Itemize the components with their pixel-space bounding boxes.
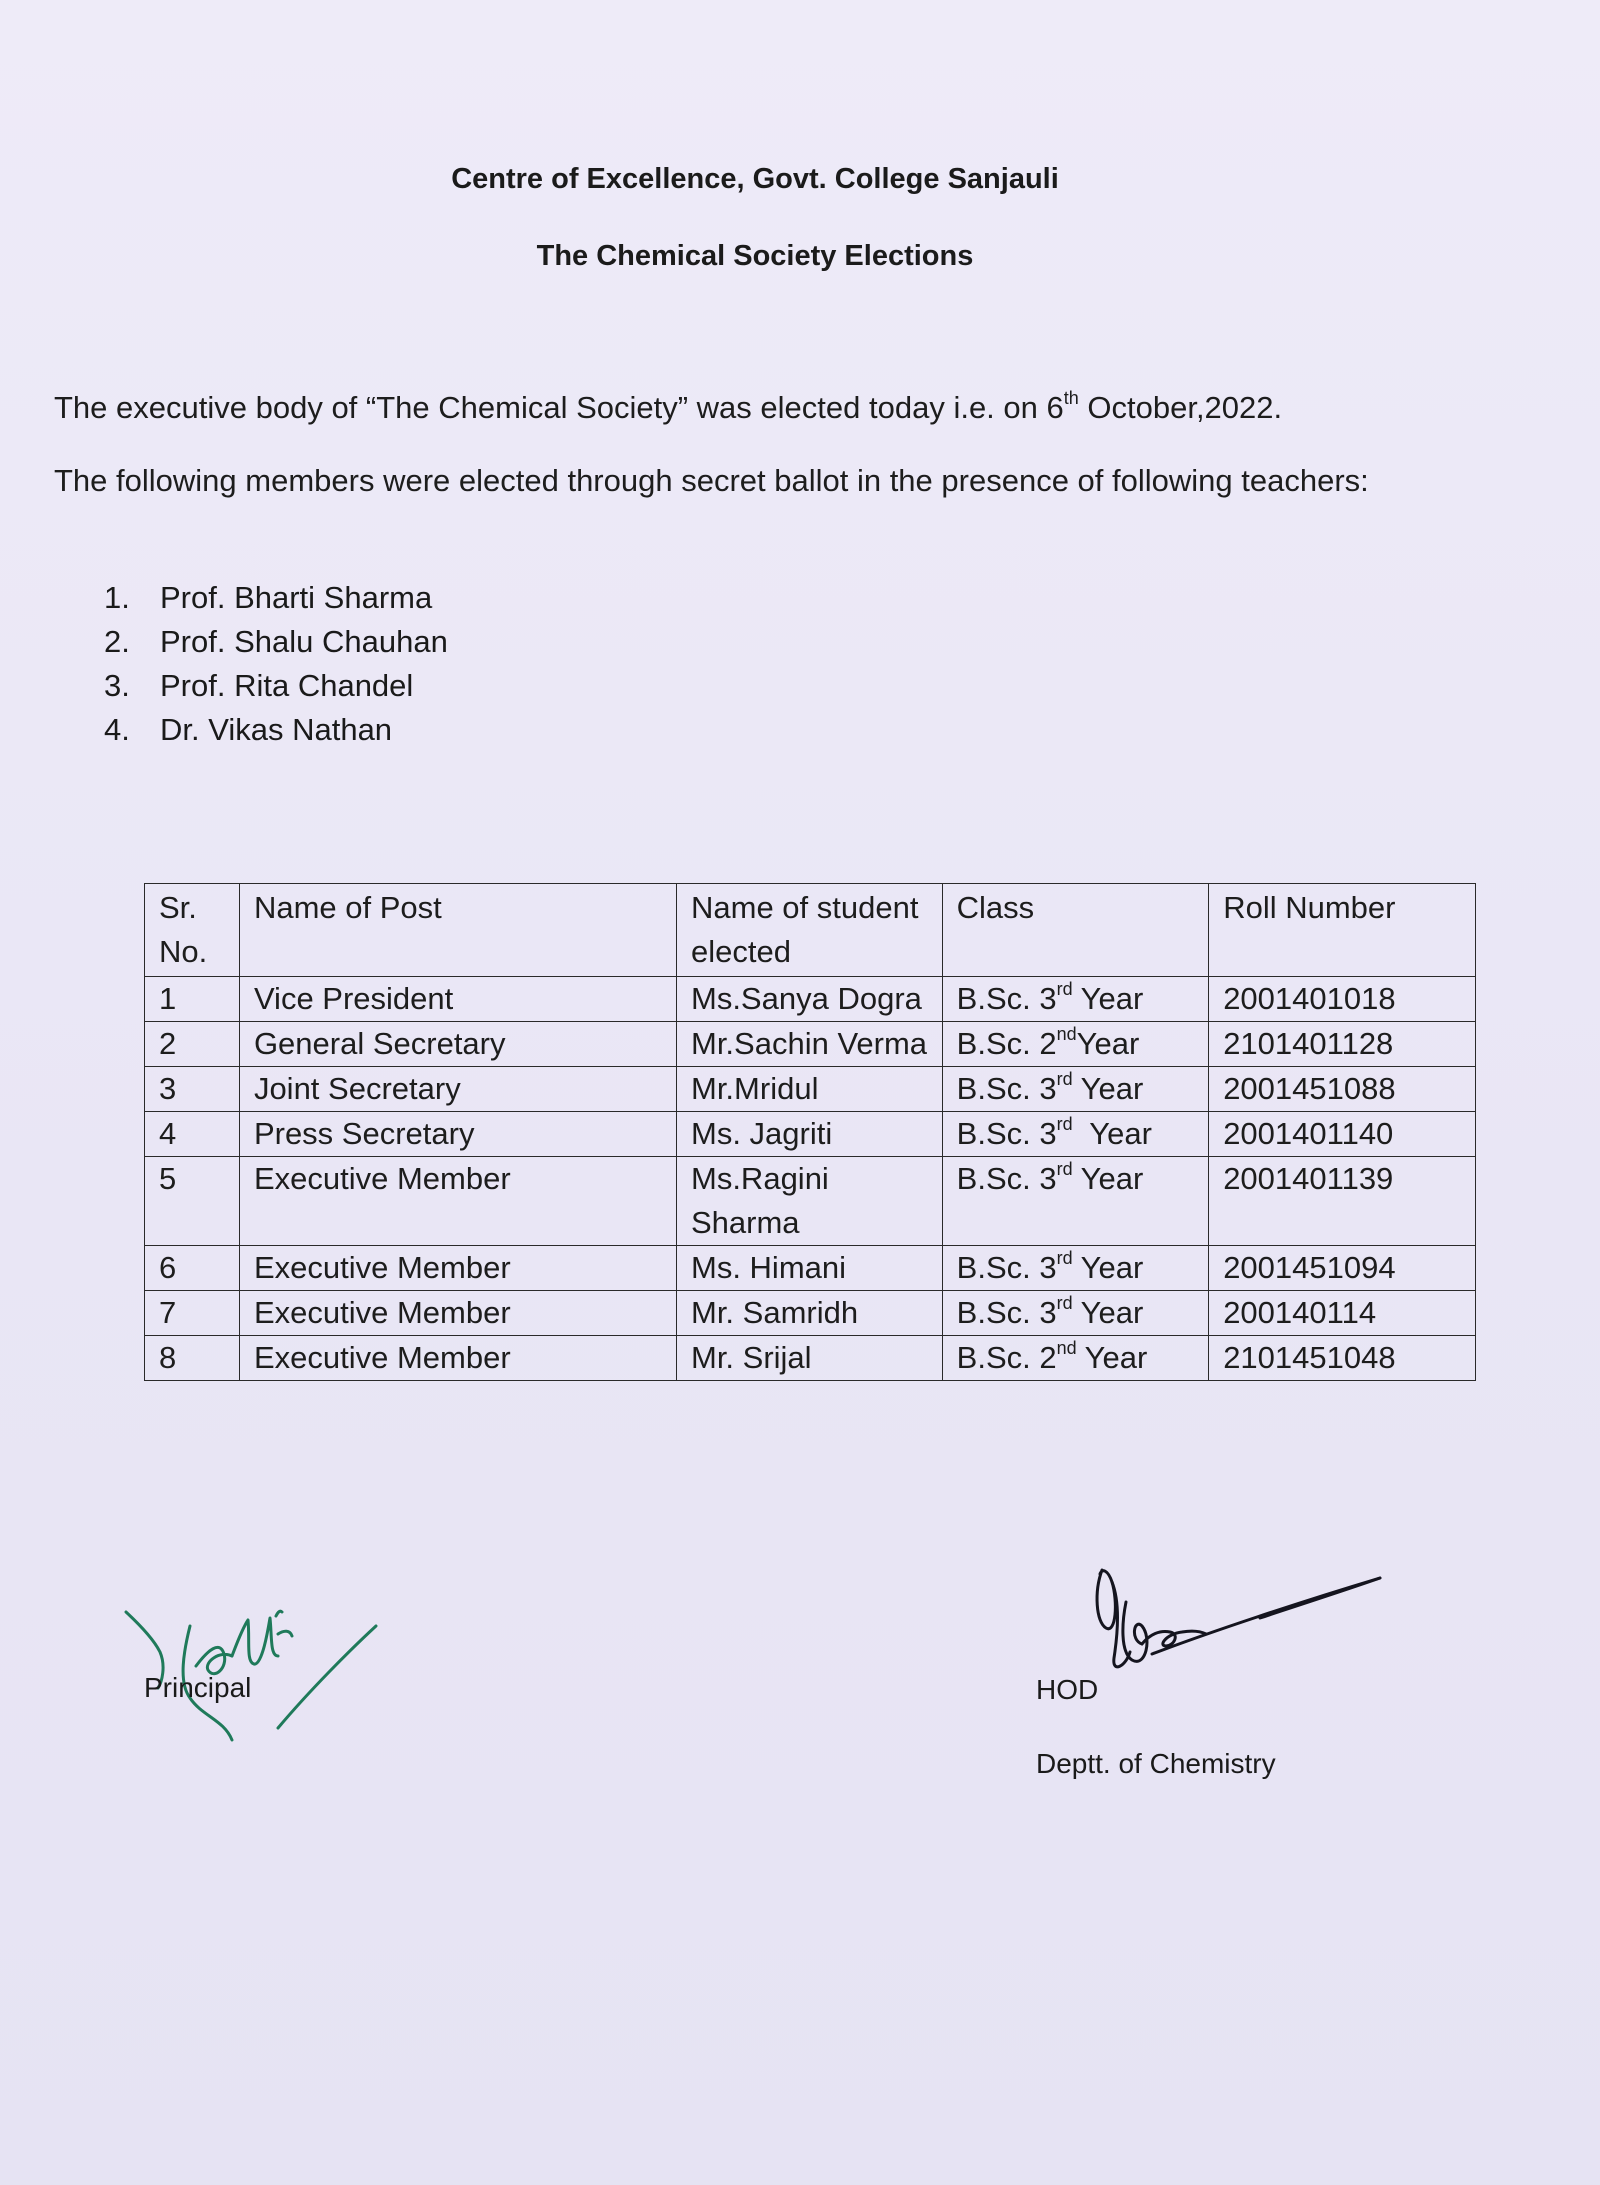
- table-row: [145, 1336, 1476, 1381]
- cell-class: [942, 1246, 1209, 1291]
- cell-class: [942, 1291, 1209, 1336]
- cell-sr: 8: [145, 1336, 240, 1381]
- cell-student-name: Mr. Samridh: [677, 1291, 943, 1336]
- class-suffix: rd: [1056, 1248, 1073, 1268]
- header-roll-number: Roll Number: [1209, 884, 1476, 977]
- class-suffix: rd: [1056, 1293, 1073, 1313]
- list-item: [104, 576, 448, 620]
- cell-sr: 4: [145, 1112, 240, 1157]
- hod-signature-ink: [1097, 1570, 1380, 1667]
- cell-post: Joint Secretary: [239, 1067, 676, 1112]
- class-suffix: rd: [1056, 1159, 1073, 1179]
- intro-paragraph: [54, 386, 1458, 430]
- class-text: B.Sc. 3: [956, 1161, 1057, 1196]
- class-year: Year: [1076, 1340, 1148, 1375]
- table-row: [145, 977, 1476, 1022]
- class-suffix: rd: [1056, 979, 1073, 999]
- cell-roll: 2001401140: [1209, 1112, 1476, 1157]
- cell-post: Executive Member: [239, 1157, 676, 1246]
- class-year: Year: [1072, 1071, 1144, 1106]
- class-year: Year: [1072, 1161, 1144, 1196]
- department-label: Deptt. of Chemistry: [1036, 1748, 1276, 1779]
- cell-student-name: Ms.Sanya Dogra: [677, 977, 943, 1022]
- cell-student-name: Ms. Himani: [677, 1246, 943, 1291]
- cell-student-name: Mr. Srijal: [677, 1336, 943, 1381]
- intro-text: The executive body of “The Chemical Society” was elected today i.e. on 6: [54, 390, 1064, 425]
- class-suffix: nd: [1056, 1024, 1077, 1044]
- class-text: B.Sc. 3: [956, 1250, 1057, 1285]
- cell-post: Executive Member: [239, 1291, 676, 1336]
- cell-roll: 2001401018: [1209, 977, 1476, 1022]
- cell-roll: 2101401128: [1209, 1022, 1476, 1067]
- class-suffix: rd: [1056, 1069, 1073, 1089]
- table-header-row: [145, 884, 1476, 977]
- cell-post: General Secretary: [239, 1022, 676, 1067]
- institution-heading: Centre of Excellence, Govt. College Sanjauli: [451, 163, 1059, 195]
- cell-sr: 6: [145, 1246, 240, 1291]
- intro-date-suffix: th: [1063, 388, 1079, 408]
- table-row: [145, 1067, 1476, 1112]
- teacher-name: Prof. Shalu Chauhan: [160, 624, 448, 659]
- hod-signature: [1090, 1562, 1390, 1722]
- teacher-name: Prof. Bharti Sharma: [160, 580, 433, 615]
- cell-sr: 5: [145, 1157, 240, 1246]
- cell-roll: 2101451048: [1209, 1336, 1476, 1381]
- cell-class: [942, 1112, 1209, 1157]
- class-text: B.Sc. 2: [956, 1340, 1057, 1375]
- cell-sr: 1: [145, 977, 240, 1022]
- class-text: B.Sc. 3: [956, 1295, 1057, 1330]
- cell-roll: 2001451094: [1209, 1246, 1476, 1291]
- class-year: Year: [1076, 1026, 1140, 1061]
- cell-post: Vice President: [239, 977, 676, 1022]
- cell-roll: 200140114: [1209, 1291, 1476, 1336]
- teacher-name: Prof. Rita Chandel: [160, 668, 414, 703]
- cell-post: Executive Member: [239, 1246, 676, 1291]
- cell-class: [942, 1022, 1209, 1067]
- class-year: Year: [1072, 981, 1144, 1016]
- list-item: [104, 664, 448, 708]
- class-year: Year: [1072, 1250, 1144, 1285]
- principal-label: Principal: [144, 1672, 252, 1703]
- cell-sr: 7: [145, 1291, 240, 1336]
- cell-sr: 3: [145, 1067, 240, 1112]
- class-suffix: rd: [1056, 1114, 1073, 1134]
- cell-student-name: Ms. Jagriti: [677, 1112, 943, 1157]
- ballot-paragraph: The following members were elected through secret ballot in the presence of following teachers:: [54, 463, 1369, 498]
- class-suffix: nd: [1056, 1338, 1077, 1358]
- cell-student-name: Mr.Sachin Verma: [677, 1022, 943, 1067]
- teacher-list: [104, 576, 448, 752]
- list-number: 1.: [104, 580, 130, 615]
- class-text: B.Sc. 3: [956, 1071, 1057, 1106]
- cell-class: [942, 1067, 1209, 1112]
- document-title: The Chemical Society Elections: [536, 240, 974, 272]
- header-student-name: Name of student elected: [677, 884, 943, 977]
- principal-signature: [120, 1570, 400, 1750]
- class-text: B.Sc. 3: [956, 981, 1057, 1016]
- class-text: B.Sc. 2: [956, 1026, 1057, 1061]
- cell-roll: 2001401139: [1209, 1157, 1476, 1246]
- class-text: B.Sc. 3: [956, 1116, 1057, 1151]
- cell-class: [942, 1336, 1209, 1381]
- hod-label: HOD: [1036, 1674, 1099, 1705]
- list-number: 3.: [104, 668, 130, 703]
- cell-post: Executive Member: [239, 1336, 676, 1381]
- cell-class: [942, 1157, 1209, 1246]
- table-row: [145, 1112, 1476, 1157]
- header-post: Name of Post: [239, 884, 676, 977]
- cell-post: Press Secretary: [239, 1112, 676, 1157]
- cell-student-name: Mr.Mridul: [677, 1067, 943, 1112]
- header-class: Class: [942, 884, 1209, 977]
- cell-roll: 2001451088: [1209, 1067, 1476, 1112]
- table-row: [145, 1022, 1476, 1067]
- header-sr-no: Sr. No.: [145, 884, 240, 977]
- cell-class: [942, 977, 1209, 1022]
- table-row: [145, 1291, 1476, 1336]
- intro-date-text: October,2022.: [1078, 390, 1283, 425]
- table-row: [145, 1157, 1476, 1246]
- cell-student-name: Ms.Ragini Sharma: [677, 1157, 943, 1246]
- list-number: 2.: [104, 624, 130, 659]
- list-number: 4.: [104, 712, 130, 747]
- list-item: [104, 708, 448, 752]
- list-item: [104, 620, 448, 664]
- cell-sr: 2: [145, 1022, 240, 1067]
- teacher-name: Dr. Vikas Nathan: [160, 712, 393, 747]
- class-year: Year: [1072, 1295, 1144, 1330]
- table-row: [145, 1246, 1476, 1291]
- elected-members-table: [144, 883, 1476, 1381]
- class-year: Year: [1072, 1116, 1152, 1151]
